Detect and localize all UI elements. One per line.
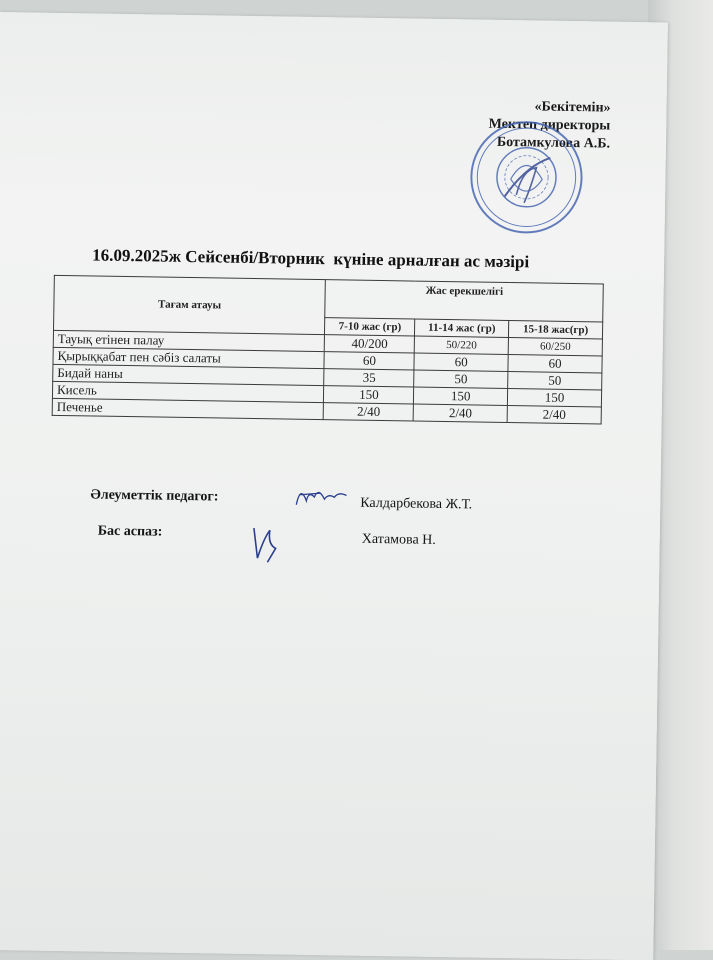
portion-value: 2/40 xyxy=(324,403,414,421)
approval-director-name: Ботамкулова А.Б. xyxy=(496,134,611,152)
approval-heading: «Бекітемін» xyxy=(534,99,611,116)
portion-value: 2/40 xyxy=(507,406,601,424)
dish-name: Кисель xyxy=(52,381,324,402)
document-title: 16.09.2025ж Сейсенбі/Вторник күніне арналған ас мәзірі xyxy=(92,245,530,272)
pedagog-name: Калдарбекова Ж.Т. xyxy=(360,495,473,513)
portion-value: 60 xyxy=(324,352,414,370)
portion-value: 35 xyxy=(324,369,414,387)
cook-label: Бас аспаз: xyxy=(97,523,163,540)
portion-value: 40/200 xyxy=(325,335,415,353)
portion-value: 60 xyxy=(508,355,602,373)
pedagog-name-block xyxy=(360,496,472,514)
menu-table xyxy=(52,275,604,425)
portion-value: 50 xyxy=(508,372,602,390)
pedagog-handwritten-signature xyxy=(290,481,360,512)
document-page xyxy=(0,12,668,960)
cook-name-block xyxy=(362,532,436,549)
dish-column-header: Тағам атауы xyxy=(54,275,326,334)
portion-value: 50 xyxy=(414,370,508,388)
age-group-15-18: 15-18 жас(гр) xyxy=(509,321,603,339)
portion-value: 2/40 xyxy=(413,404,507,422)
age-group-header: Жас ерекшелігі xyxy=(325,280,603,322)
dish-name: Тауық етінен палау xyxy=(53,330,325,351)
dish-name: Бидай наны xyxy=(53,364,325,385)
table-header-row xyxy=(54,275,604,322)
pedagog-label: Әлеуметтік педагог: xyxy=(90,487,219,505)
school-stamp-seal xyxy=(467,117,587,237)
pedagog-signature-row xyxy=(90,487,218,505)
cook-handwritten-signature xyxy=(245,518,290,567)
dish-name: Қырыққабат пен сәбіз салаты xyxy=(53,347,325,368)
portion-value: 60/250 xyxy=(508,338,602,356)
approval-position: Мектеп директоры xyxy=(488,116,611,134)
portion-value: 150 xyxy=(507,389,601,407)
portion-value: 150 xyxy=(324,386,414,404)
age-group-7-10: 7-10 жас (гр) xyxy=(325,318,415,336)
age-group-11-14: 11-14 жас (гр) xyxy=(415,319,509,337)
portion-value: 50/220 xyxy=(414,336,508,354)
cook-name: Хатамова Н. xyxy=(361,531,436,548)
portion-value: 60 xyxy=(414,353,508,371)
cook-signature-row xyxy=(98,524,163,541)
dish-name: Печенье xyxy=(52,398,324,419)
portion-value: 150 xyxy=(414,387,508,405)
